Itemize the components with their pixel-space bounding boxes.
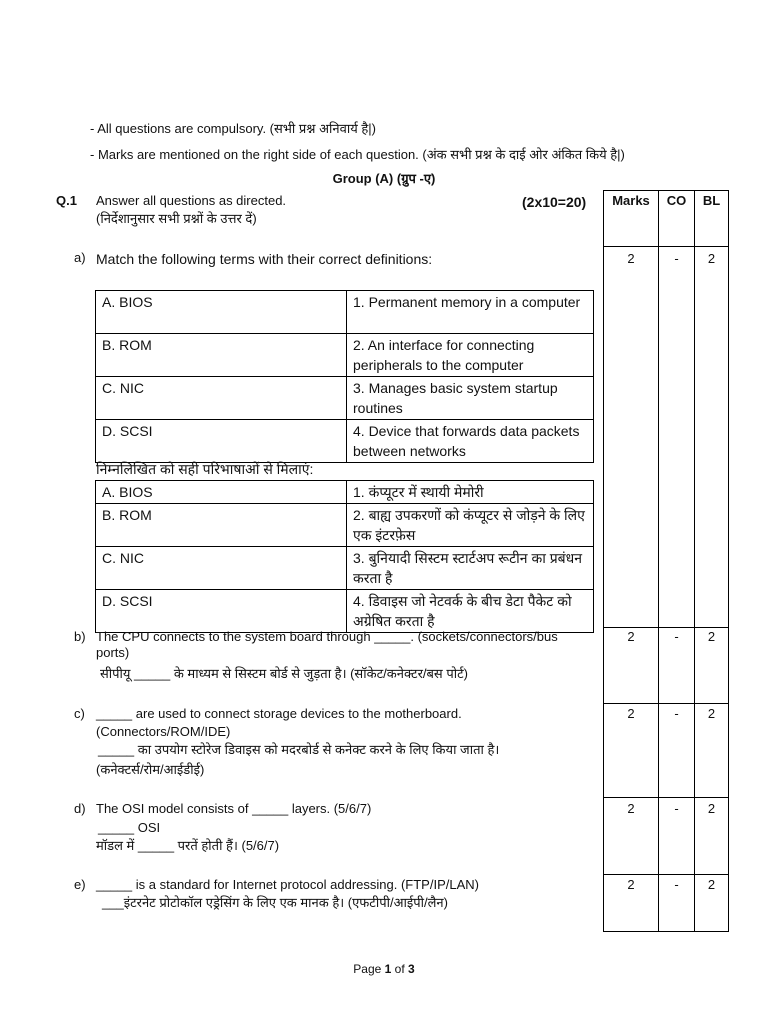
term-cell: B. ROM (96, 334, 347, 377)
question-text-en: Answer all questions as directed. (96, 193, 287, 208)
part-c-text-hi: _____ का उपयोग स्टोरेज डिवाइस को मदरबोर्ड से कनेक्ट करने के लिए किया जाता है। (98, 742, 500, 757)
part-a-label: a) (74, 250, 86, 265)
page-footer (0, 961, 768, 977)
instruction-2: - Marks are mentioned on the right side of each question. (अंक सभी प्रश्न के दाई ओर अंकित किये है|) (90, 147, 625, 162)
term-cell: B. ROM (96, 504, 347, 547)
part-c-text-hi-2: (कनेक्टर्स/रोम/आईडीई) (96, 762, 205, 777)
part-d-label: d) (74, 801, 86, 816)
part-d-text-en: The OSI model consists of _____ layers. (5/6/7) (96, 801, 372, 816)
term-cell: A. BIOS (96, 481, 347, 504)
part-d-text-hi-2: मॉडल में _____ परतें होती हैं। (5/6/7) (96, 838, 280, 853)
part-e-text-hi: ___इंटरनेट प्रोटोकॉल एड्रेसिंग के लिए एक मानक है। (एफटीपी/आईपी/लैन) (102, 895, 448, 910)
definition-cell: 1. Permanent memory in a computer (347, 291, 594, 334)
table-row (96, 504, 594, 547)
part-d-text-hi: _____ OSI (98, 820, 161, 835)
term-cell: D. SCSI (96, 420, 347, 463)
definition-cell: 1. कंप्यूटर में स्थायी मेमोरी (347, 481, 594, 504)
table-row (96, 334, 594, 377)
question-marks-total: (2x10=20) (522, 194, 587, 210)
definition-cell: 3. Manages basic system startup routines (347, 377, 594, 420)
question-text-hi: (निर्देशानुसार सभी प्रश्नों के उत्तर दें) (96, 211, 257, 226)
part-a-marks: 2 (627, 251, 635, 266)
table-row (96, 481, 594, 504)
match-table-hi (95, 480, 594, 633)
part-b-text-en: The CPU connects to the system board through _____. (sockets/connectors/bus ports) (96, 629, 558, 660)
part-d-co: - (674, 801, 679, 816)
part-c-marks: 2 (627, 706, 635, 721)
part-a-co: - (674, 251, 679, 266)
term-cell: C. NIC (96, 547, 347, 590)
part-a-bl: 2 (707, 251, 716, 266)
table-row (96, 420, 594, 463)
footer-total-pages: 3 (408, 962, 415, 976)
part-c-text-en: _____ are used to connect storage devices to the motherboard. (96, 706, 462, 721)
table-row (96, 291, 594, 334)
co-header: CO (666, 193, 687, 208)
part-c-bl: 2 (707, 706, 716, 721)
footer-middle: of (391, 962, 409, 976)
part-b-label: b) (74, 629, 86, 644)
part-d-bl: 2 (707, 801, 716, 816)
definition-cell: 3. बुनियादी सिस्टम स्टार्टअप रूटीन का प्रबंधन करता है (347, 547, 594, 590)
part-c-label: c) (74, 706, 85, 721)
table-row (96, 547, 594, 590)
footer-prefix: Page (353, 962, 385, 976)
marks-cell (603, 246, 659, 628)
part-a-text-en: Match the following terms with their correct definitions: (96, 251, 433, 267)
co-cell (658, 246, 695, 628)
part-e-marks: 2 (627, 877, 635, 892)
part-e-label: e) (74, 877, 86, 892)
term-cell: A. BIOS (96, 291, 347, 334)
group-title: Group (A) (ग्रुप -ए) (332, 171, 436, 186)
marks-header: Marks (612, 193, 650, 208)
footer-current-page: 1 (384, 962, 392, 976)
table-row (96, 377, 594, 420)
instruction-1: - All questions are compulsory. (सभी प्रश्न अनिवार्य है|) (90, 121, 376, 136)
definition-cell: 4. डिवाइस जो नेटवर्क के बीच डेटा पैकेट को अग्रेषित करता है (347, 590, 594, 633)
part-b-marks: 2 (627, 629, 635, 644)
part-b-co: - (674, 629, 679, 644)
definition-cell: 2. बाह्य उपकरणों को कंप्यूटर से जोड़ने के लिए एक इंटरफ़ेस (347, 504, 594, 547)
match-table-en (95, 290, 594, 463)
term-cell: D. SCSI (96, 590, 347, 633)
bl-header: BL (702, 193, 721, 208)
part-c-co: - (674, 706, 679, 721)
table-row (96, 590, 594, 633)
part-a-text-hi: निम्नलिखित को सही परिभाषाओं से मिलाएं: (96, 461, 314, 477)
part-b-text-hi: सीपीयू _____ के माध्यम से सिस्टम बोर्ड से जुड़ता है। (सॉकेट/कनेक्टर/बस पोर्ट) (100, 666, 468, 681)
part-d-marks: 2 (627, 801, 635, 816)
part-b-bl: 2 (707, 629, 716, 644)
definition-cell: 2. An interface for connecting peripherals to the computer (347, 334, 594, 377)
term-cell: C. NIC (96, 377, 347, 420)
part-c-text-en-2: (Connectors/ROM/IDE) (96, 724, 231, 739)
part-e-bl: 2 (707, 877, 716, 892)
question-number: Q.1 (56, 193, 77, 208)
part-e-text-en: _____ is a standard for Internet protocol addressing. (FTP/IP/LAN) (96, 877, 479, 892)
bl-cell (694, 246, 729, 628)
part-e-co: - (674, 877, 679, 892)
definition-cell: 4. Device that forwards data packets between networks (347, 420, 594, 463)
